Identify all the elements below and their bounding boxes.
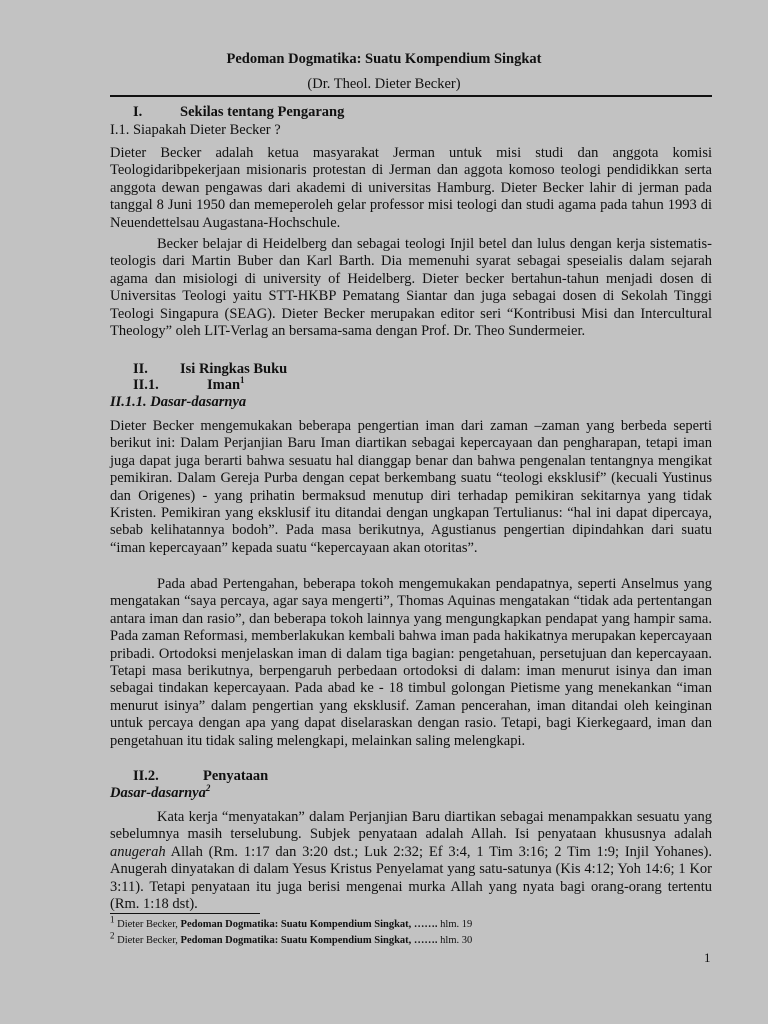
footnote-1-page: hlm. 19 <box>437 919 473 930</box>
paragraph-5-italic: anugerah <box>110 843 166 860</box>
subsection-2-2-subtitle: Dasar-dasarnya <box>110 785 206 801</box>
document-author: (Dr. Theol. Dieter Becker) <box>307 76 461 92</box>
page-number: 1 <box>704 950 711 965</box>
document-title: Pedoman Dogmatika: Suatu Kompendium Singkat <box>226 51 542 67</box>
subsection-2-2-heading <box>133 768 268 785</box>
footnote-2-page: hlm. 30 <box>437 935 473 946</box>
section-1-heading <box>133 104 344 121</box>
footnote-ref-2: 2 <box>205 783 211 794</box>
subsection-2-1-number: II.1. <box>133 377 159 393</box>
subsection-1-1-heading: I.1. Siapakah Dieter Becker ? <box>110 122 281 138</box>
section-1-number: I. <box>133 104 143 120</box>
paragraph-5-part-2: Allah (Rm. 1:17 dan 3:20 dst.; Luk 2:32; Ef 3:4, 1 Tim 3:16; 2 Tim 1:9; Injil Yohanes). Anugerah dinyatakan di dalam Yesus Kristus Penyelamat yang satu-satunya (Kis 4:12; Yoh 14:6; 1 Kor 3:11). Tetapi penyataan itu juga berisi mengenai murka Allah yang nyata bagi orang-orang tertentu (Rm. 1:18 dst). <box>110 843 712 913</box>
footnote-2 <box>110 930 473 947</box>
paragraph-5-part-1: Kata kerja “menyatakan” dalam Perjanjian Baru diartikan sebagai menampakkan sesuatu yang sebelumnya masih terselubung. Subjek penyataan adalah Allah. Isi penyataan khususnya adalah <box>110 809 712 843</box>
paragraph-3: Dieter Becker mengemukakan beberapa pengertian iman dari zaman –zaman yang berbeda seperti berikut ini: Dalam Perjanjian Baru Iman diartikan sebagai kepercayaan dan pengharapan, tetapi iman juga dapat juga berarti bahwa sesuatu hal dianggap benar dan bahwa pengenalan tentangnya mengikat pemikiran. Dalam Gereja Purba dengan cepat berkembang suatu “teologi eksklusif” (kecuali Yustinus dan Origenes) - yang prihatin bermaksud menutup diri terhadap pemikiran sekitarnya yang tidak Kristen. Pemikiran yang eksklusif itu ditandai dengan ungkapan Tertulianus: “hal ini dapat dipercaya, sebab kelihatannya bodoh”. Pada masa berikutnya, Agustianus pengertian dipindahkan dari suatu “iman kepercayaan” kepada suatu “kepercayaan akan otoritas”. <box>110 418 712 556</box>
footnote-2-mark: 2 <box>110 930 115 941</box>
subsection-2-1-title: Iman <box>207 377 241 393</box>
header-divider <box>110 95 712 97</box>
subsection-2-2-title: Penyataan <box>203 768 269 784</box>
paragraph-2: Becker belajar di Heidelberg dan sebagai teologi Injil betel dan lulus dengan kerja sistematis-teologis dari Martin Buber dan Karl Barth. Dia memenuhi syarat sebagai speseialis dalam sejarah agama dan misiologi di university of Heidelberg. Dieter becker bertahun-tahun menjadi dosen di Universitas Teologi yaitu STT-HKBP Pematang Siantar dan juga sebagai dosen di Sekolah Tinggi Teologi Singapura (SEAG). Dieter Becker merupakan editor seri “Kontribusi Misi dan Intercultural Theology” oleh LIT-Verlag an bersama-sama dengan Prof. Dr. Theo Sundermeier. <box>110 236 712 340</box>
section-2-title: Isi Ringkas Buku <box>180 361 288 377</box>
section-2-heading <box>133 361 287 378</box>
subsection-2-1-heading <box>133 377 245 394</box>
paragraph-5 <box>110 809 712 913</box>
footnote-ref-1: 1 <box>240 375 245 386</box>
footnote-2-source: Pedoman Dogmatika: Suatu Kompendium Singkat, ……. <box>180 935 438 946</box>
paragraph-4: Pada abad Pertengahan, beberapa tokoh mengemukakan pendapatnya, seperti Anselmus yang mengatakan “saya percaya, agar saya mengerti”, Thomas Aquinas mengatakan “tidak ada pertentangan antara iman dan rasio”, dan beberapa tokoh lainnya yang mengungkapkan pendapat yang hampir sama. Pada zaman Reformasi, memberlakukan kembali bahwa iman pada hakikatnya merupakan kepercayaan pribadi. Ortodoksi menjelaskan iman di dalam tiga bagian: pengetahuan, persetujuan dan kepercayaan. Tetapi masa berikutnya, berpengaruh perbedaan ortodoksi di dalam: iman menurut isinya dan iman sebagai tindakan kepercayaan. Pada abad ke - 18 timbul golongan Pietisme yang menekankan “iman menurut isinya” dalam pengertian yang eksklusif. Zaman pencerahan, iman ditandai oleh keinginan untuk percaya dengan apa yang dapat diselaraskan dengan rasio. Tetapi, bagi Kierkegaard, iman dan pengetahuan itu tidak saling melengkapi, melainkan saling melengkapi. <box>110 576 712 749</box>
subsection-2-2-number: II.2. <box>133 768 159 784</box>
footnote-1-source: Pedoman Dogmatika: Suatu Kompendium Singkat, ……. <box>180 919 438 930</box>
subsection-2-2-subheading <box>110 785 210 802</box>
paragraph-1: Dieter Becker adalah ketua masyarakat Jerman untuk misi studi dan anggota komisi Teologidaribpekerjaan misionaris protestan di Jerman dan aggota komoso teologi pendidikkan serta anggota dewan pengawas dari akademi di universitas Hamburg. Dieter Becker lahir di jerman pada tanggal 8 Juni 1950 dan memeperoleh gelar professor misi teologi dan studi agama pada tahun 1993 di Neuendettelsau Augastana-Hochschule. <box>110 145 712 231</box>
footnote-divider <box>110 913 260 914</box>
footnote-2-prefix: Dieter Becker, <box>114 935 181 946</box>
footnote-1-mark: 1 <box>110 914 115 925</box>
subsection-2-1-1-heading: II.1.1. Dasar-dasarnya <box>110 394 247 410</box>
footnote-1 <box>110 914 473 931</box>
section-1-title: Sekilas tentang Pengarang <box>180 104 345 120</box>
footnote-1-prefix: Dieter Becker, <box>114 919 181 930</box>
section-2-number: II. <box>133 361 148 377</box>
